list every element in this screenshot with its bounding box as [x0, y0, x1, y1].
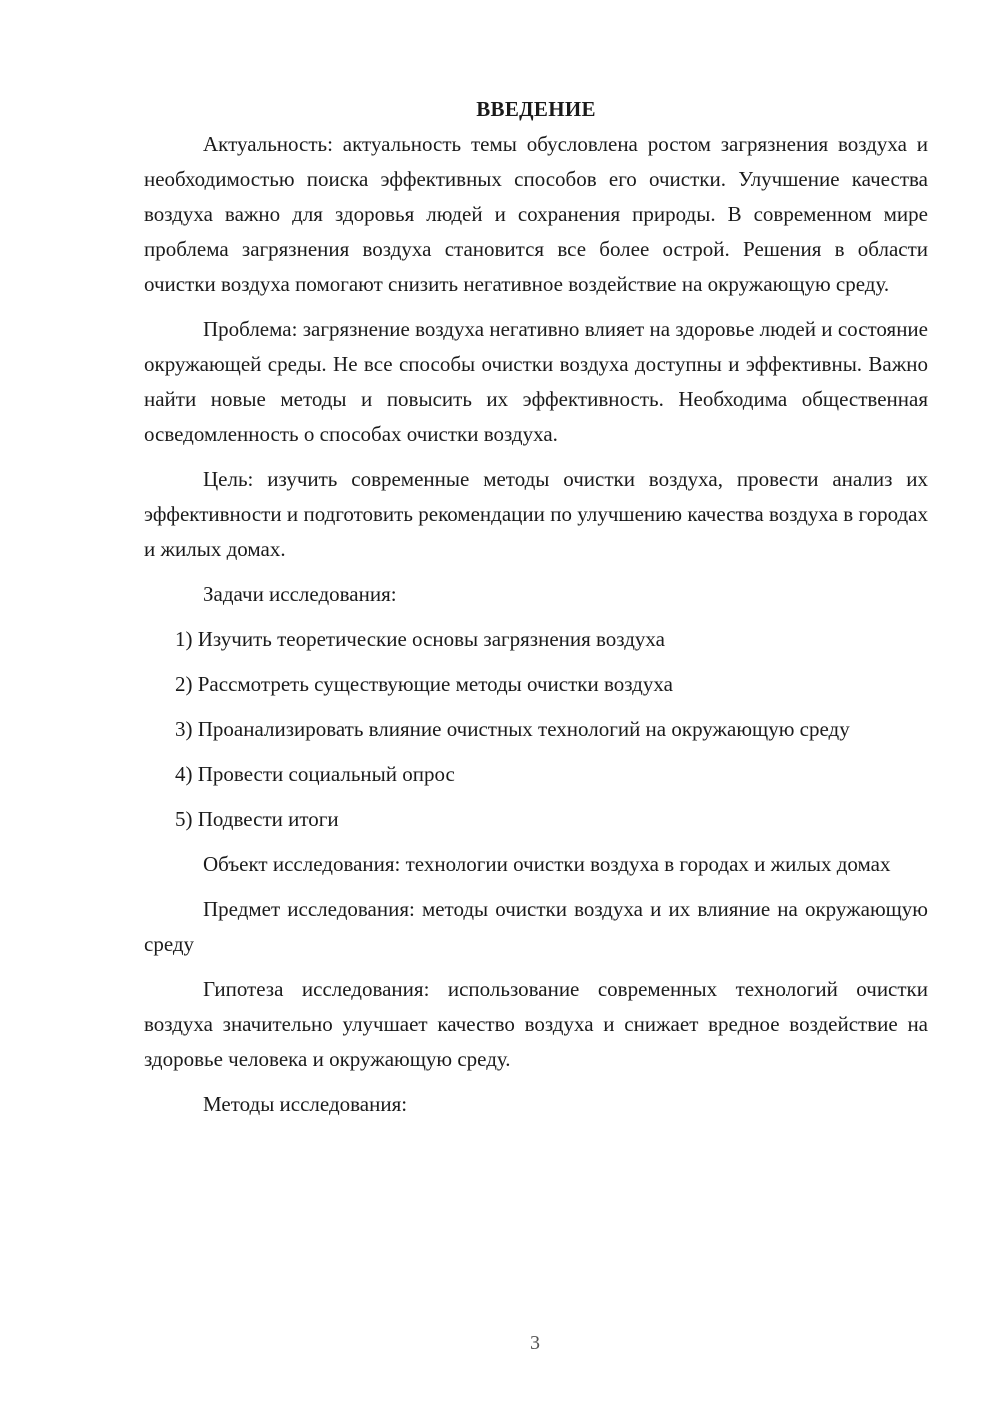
paragraph-problem: Проблема: загрязнение воздуха негативно влияет на здоровье людей и состояние окружающей среды. Не все способы очистки воздуха доступны и эффективны. Важно найти новые методы и повысить их эффективность. Необходима общественная осведомленность о способах очистки воздуха. — [144, 317, 928, 446]
paragraph-object: Объект исследования: технологии очистки воздуха в городах и жилых домах — [203, 852, 891, 876]
task-item-2: 2) Рассмотреть существующие методы очистки воздуха — [175, 672, 673, 696]
section-heading: ВВЕДЕНИЕ — [476, 97, 596, 121]
tasks-heading: Задачи исследования: — [203, 582, 397, 606]
paragraph-relevance: Актуальность: актуальность темы обусловлена ростом загрязнения воздуха и необходимостью поиска эффективных способов его очистки. Улучшение качества воздуха важно для здоровья людей и сохранения природы. В современном мире проблема загрязнения воздуха становится все более острой. Решения в области очистки воздуха помогают снизить негативное воздействие на окружающую среду. — [144, 132, 928, 296]
paragraph-subject: Предмет исследования: методы очистки воздуха и их влияние на окружающую среду — [144, 897, 928, 956]
page-number: 3 — [530, 1332, 540, 1354]
task-item-1: 1) Изучить теоретические основы загрязнения воздуха — [175, 627, 665, 651]
task-item-3: 3) Проанализировать влияние очистных технологий на окружающую среду — [175, 717, 850, 741]
document-page — [144, 92, 928, 1132]
task-item-4: 4) Провести социальный опрос — [175, 762, 455, 786]
paragraph-goal: Цель: изучить современные методы очистки воздуха, провести анализ их эффективности и подготовить рекомендации по улучшению качества воздуха в городах и жилых домах. — [144, 467, 928, 561]
task-item-5: 5) Подвести итоги — [175, 807, 339, 831]
paragraph-hypothesis: Гипотеза исследования: использование современных технологий очистки воздуха значительно улучшает качество воздуха и снижает вредное воздействие на здоровье человека и окружающую среду. — [144, 977, 928, 1071]
methods-heading: Методы исследования: — [203, 1092, 408, 1116]
